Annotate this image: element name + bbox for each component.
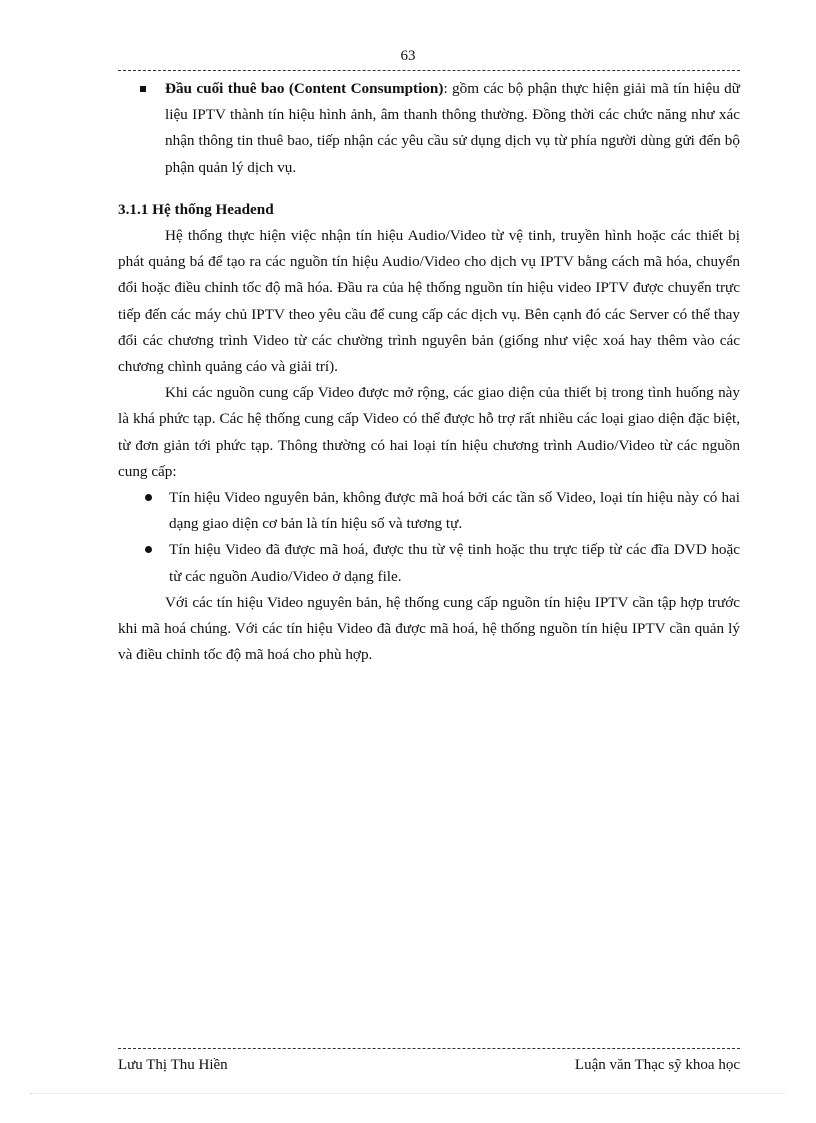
list-item: [118, 485, 740, 537]
bullet-term: Đầu cuối thuê bao (Content Consumption): [165, 80, 444, 97]
paragraph: Với các tín hiệu Video nguyên bản, hệ thống cung cấp nguồn tín hiệu IPTV cần tập hợp trước khi mã hoá chúng. Với các tín hiệu Video đã được mã hoá, hệ thống nguồn tín hiệu IPTV cần quản lý và điều chỉnh tốc độ mã hoá cho phù hợp.: [118, 593, 740, 664]
paragraph: Khi các nguồn cung cấp Video được mở rộng, các giao diện của thiết bị trong tình huống này là khá phức tạp. Các hệ thống cung cấp Video có thể được hỗ trợ rất nhiều các loại giao diện đặc biệt, từ đơn giản tới phức tạp. Thông thường có hai loại tín hiệu chương trình Audio/Video từ các nguồn cung cấp:: [118, 384, 740, 480]
paragraph: Hệ thống thực hiện việc nhận tín hiệu Audio/Video từ vệ tinh, truyền hình hoặc các thiết bị phát quảng bá để tạo ra các nguồn tín hiệu Audio/Video cho dịch vụ IPTV bằng cách mã hóa, chuyển đổi hoặc điều chỉnh tốc độ mã hóa. Đầu ra của hệ thống nguồn tín hiệu video IPTV được chuyển trực tiếp đến các máy chủ IPTV theo yêu cầu để cung cấp các dịch vụ. Bên cạnh đó các Server có thể thay đổi các chương trình Video từ các chường trình nguyên bản (giống như việc xoá hay thêm vào các chương chình quảng cáo và giải trí).: [118, 227, 740, 376]
list-item: [118, 537, 740, 589]
square-bullet-icon: [140, 86, 146, 92]
footer-title: Luận văn Thạc sỹ khoa học: [574, 1057, 740, 1073]
round-bullet-icon: [145, 546, 152, 553]
header-divider: [118, 70, 740, 71]
round-bullet-icon: [145, 494, 152, 501]
page-edge-divider: [30, 1093, 786, 1094]
section-heading: 3.1.1 Hệ thống Headend: [118, 200, 274, 218]
footer-divider: [118, 1048, 740, 1049]
list-item-text: Tín hiệu Video đã được mã hoá, được thu từ vệ tinh hoặc thu trực tiếp từ các đĩa DVD hoặc từ các nguồn Audio/Video ở dạng file.: [169, 541, 740, 585]
bullet-text: : gồm các bộ phận thực hiện giải mã tín hiệu dữ liệu IPTV thành tín hiệu hình ảnh, âm thanh thông thường. Đồng thời các chức năng như xác nhận thông tin thuê bao, tiếp nhận các yêu cầu sử dụng dịch vụ từ phía người dùng gửi đến bộ phận quản lý dịch vụ.: [165, 80, 741, 176]
page-body: [118, 76, 740, 668]
footer-author: Lưu Thị Thu Hiền: [118, 1057, 228, 1073]
intro-bullet: [118, 76, 740, 181]
list-item-text: Tín hiệu Video nguyên bản, không được mã hoá bởi các tần số Video, loại tín hiệu này có hai dạng giao diện cơ bản là tín hiệu số và tương tự.: [169, 489, 740, 533]
page-number: 63: [400, 48, 416, 64]
